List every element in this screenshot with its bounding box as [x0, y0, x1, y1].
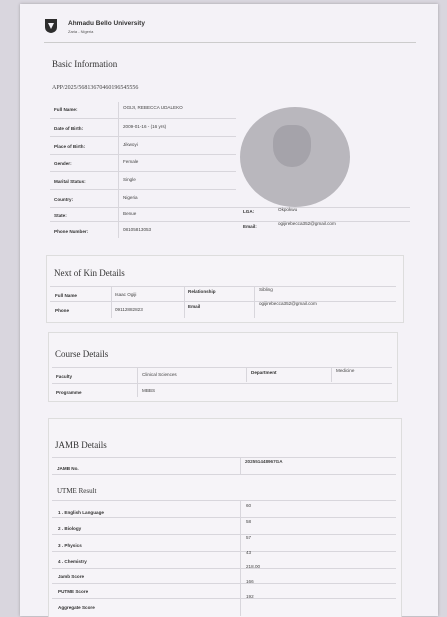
basic-info-column-divider	[118, 102, 119, 238]
row-divider	[52, 534, 396, 535]
row-divider	[52, 517, 396, 518]
photo-placeholder-icon	[273, 125, 311, 167]
programme-label: Programme	[56, 390, 82, 395]
department-label: Department	[251, 370, 277, 375]
subject-biology-label: 2 . Biology	[58, 526, 82, 531]
column-divider	[240, 457, 241, 474]
gender-label: Gender:	[54, 161, 72, 166]
row-divider	[52, 551, 396, 552]
jamb-no-value: 202551448967GA	[245, 459, 283, 464]
row-divider	[50, 301, 396, 302]
relationship-value: Sibling	[259, 287, 273, 292]
row-divider	[50, 286, 396, 287]
state-value: Benue	[123, 211, 137, 216]
column-divider	[331, 367, 332, 382]
department-value: Medicine	[336, 368, 355, 373]
row-divider	[52, 474, 396, 475]
subject-chemistry-score: 43	[246, 550, 252, 555]
university-logo-icon	[44, 18, 58, 34]
jamb-score-value: 218.00	[246, 564, 261, 569]
applicant-photo	[240, 107, 350, 207]
lga-label: LGA:	[243, 209, 255, 214]
row-divider	[50, 221, 410, 222]
university-header	[44, 18, 244, 44]
kin-email-label: Email	[188, 304, 201, 309]
basic-info-title: Basic Information	[52, 59, 118, 69]
utme-result-title: UTME Result	[57, 487, 97, 495]
kin-phone-value: 09112882823	[115, 307, 143, 312]
lga-value: Okpokwu	[278, 207, 298, 212]
row-divider	[50, 189, 236, 190]
row-divider	[52, 457, 396, 458]
subject-chemistry-label: 4 . Chemistry	[58, 559, 87, 564]
dob-value: 2009-01-16 - (16 yrs)	[123, 124, 167, 129]
row-divider	[50, 171, 236, 172]
email-value: ogijirebecca352@gmail.com	[278, 221, 336, 226]
university-location: Zaria - Nigeria	[68, 29, 94, 34]
row-divider	[52, 568, 396, 569]
gender-value: Female	[123, 159, 139, 164]
place-of-birth-value: Jikwoyi	[123, 142, 138, 147]
university-name: Ahmadu Bello University	[68, 20, 145, 27]
jamb-no-label: JAMB No.	[57, 466, 79, 471]
header-divider	[44, 42, 416, 43]
kin-email-value: ogijirebecca352@gmail.com	[259, 301, 317, 306]
application-number: APP/2025/56813670460196545556	[52, 85, 139, 91]
row-divider	[50, 207, 410, 208]
country-value: Nigeria	[123, 195, 138, 200]
subject-english-label: 1 . English Language	[58, 510, 104, 515]
email-label: Email:	[243, 224, 257, 229]
basic-info-table	[48, 100, 238, 240]
marital-status-value: Single	[123, 177, 136, 182]
subject-biology-score: 58	[246, 519, 252, 524]
row-divider	[52, 383, 392, 384]
faculty-value: Clinical Sciences	[142, 372, 177, 377]
row-divider	[52, 598, 396, 599]
aggregate-score-label: Aggregate Score	[58, 605, 95, 610]
row-divider	[50, 118, 236, 119]
phone-number-value: 08105813053	[123, 227, 152, 232]
kin-full-name-value: Isaac Ogiji	[115, 292, 137, 297]
row-divider	[52, 500, 396, 501]
row-divider	[50, 136, 236, 137]
column-divider	[246, 367, 247, 382]
column-divider	[184, 286, 185, 318]
kin-phone-label: Phone	[55, 308, 70, 313]
dob-label: Date of Birth:	[54, 126, 84, 131]
programme-value: MBBS	[142, 388, 156, 393]
phone-number-label: Phone Number:	[54, 229, 89, 234]
course-details-title: Course Details	[55, 349, 109, 359]
marital-status-label: Marital Status:	[54, 179, 86, 184]
subject-physics-label: 3 . Physics	[58, 543, 82, 548]
country-label: Country:	[54, 197, 74, 202]
putme-score-label: PUTME Score	[58, 589, 89, 594]
row-divider	[50, 154, 236, 155]
faculty-label: Faculty	[56, 374, 73, 379]
next-of-kin-title: Next of Kin Details	[54, 268, 125, 278]
jamb-score-label: Jamb Score	[58, 574, 85, 579]
place-of-birth-label: Place of Birth:	[54, 144, 86, 149]
subject-physics-score: 57	[246, 535, 252, 540]
row-divider	[52, 583, 396, 584]
column-divider	[137, 367, 138, 397]
subject-english-score: 60	[246, 503, 252, 508]
column-divider	[254, 286, 255, 318]
column-divider	[111, 286, 112, 318]
next-of-kin-card	[46, 255, 404, 323]
jamb-details-title: JAMB Details	[55, 440, 107, 450]
kin-full-name-label: Full Name	[55, 293, 77, 298]
full-name-label: Full Name:	[54, 107, 78, 112]
relationship-label: Relationship	[188, 289, 216, 294]
putme-score-value: 166	[246, 579, 254, 584]
full-name-value: OGIJI, REBECCA UDALEKO	[123, 105, 183, 110]
state-label: State:	[54, 213, 67, 218]
aggregate-score-value: 192	[246, 594, 254, 599]
